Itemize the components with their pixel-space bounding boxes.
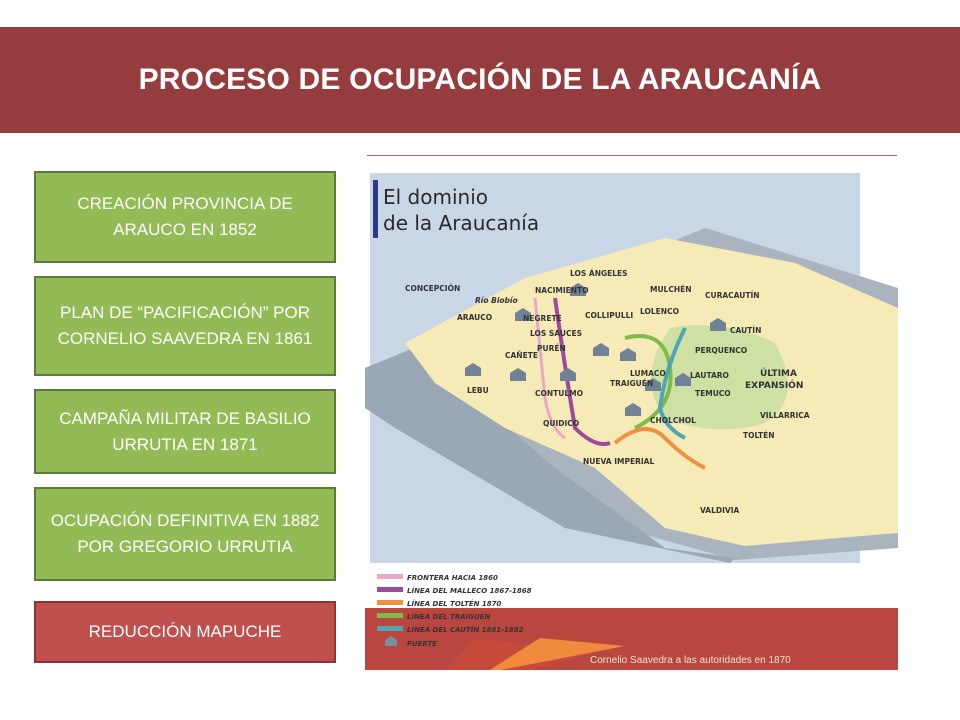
place-curacautin: CURACAUTÍN [705, 291, 760, 300]
step-plan-pacificacion-box[interactable]: PLAN DE “PACIFICACIÓN” POR CORNELIO SAAVEDRA EN 1861 [34, 276, 336, 376]
place-concepcion: CONCEPCIÓN [405, 284, 461, 293]
map-title-line1: El dominio [383, 185, 488, 209]
label-expansion: EXPANSIÓN [745, 381, 804, 391]
place-temuco: TEMUCO [695, 389, 731, 398]
label-ultima: ÚLTIMA [760, 369, 797, 379]
legend-linea-traiguen: LÍNEA DEL TRAIGUÉN [407, 613, 491, 621]
place-rio-biobio: Río Biobío [475, 296, 518, 305]
step-creacion-provincia-box[interactable]: CREACIÓN PROVINCIA DE ARAUCO EN 1852 [34, 171, 336, 263]
map-caption: Cornelio Saavedra a las autoridades en 1870 [590, 655, 791, 666]
legend-linea-malleco: LÍNEA DEL MALLECO 1867-1868 [407, 587, 532, 595]
place-negrete: NEGRETE [523, 314, 562, 323]
place-cautin: CAUTÍN [730, 326, 762, 335]
legend-frontera-1860: FRONTERA HACIA 1860 [407, 574, 498, 582]
place-traiguen: TRAIGUÉN [610, 379, 654, 388]
place-perquenco: PERQUENCO [695, 346, 748, 355]
place-arauco: ARAUCO [457, 313, 493, 322]
place-los-sauces: LOS SAUCES [530, 329, 582, 338]
place-villarrica: VILLARRICA [760, 411, 810, 420]
place-nacimiento: NACIMIENTO [535, 286, 589, 295]
map-title-line2: de la Araucanía [383, 211, 540, 235]
step-campana-militar-box[interactable]: CAMPAÑA MILITAR DE BASILIO URRUTIA EN 1871 [34, 389, 336, 474]
place-mulchen: MULCHÉN [650, 285, 692, 294]
place-los-angeles: LOS ÁNGELES [570, 269, 628, 278]
map-title-bar [373, 180, 378, 238]
place-contulmo: CONTULMO [535, 389, 583, 398]
slide-title: PROCESO DE OCUPACIÓN DE LA ARAUCANÍA [138, 63, 822, 96]
divider [367, 155, 897, 156]
place-collipulli: COLLIPULLI [585, 311, 634, 320]
place-cholchol: CHOLCHOL [650, 416, 696, 425]
legend-fuerte: FUERTE [407, 640, 437, 648]
step-ocupacion-definitiva-box[interactable]: OCUPACIÓN DEFINITIVA EN 1882 POR GREGORIO URRUTIA [34, 487, 336, 581]
place-lolenco: LOLENCO [640, 307, 679, 316]
place-lebu: LEBU [467, 386, 489, 395]
legend-linea-cautin: LÍNEA DEL CAUTÍN 1881-1882 [407, 626, 524, 634]
place-tolten: TOLTÉN [743, 431, 775, 440]
legend-linea-tolten: LÍNEA DEL TOLTÉN 1870 [407, 600, 502, 608]
place-valdivia: VALDIVIA [700, 506, 740, 515]
place-lautaro: LAUTARO [690, 371, 729, 380]
place-puren: PURÉN [537, 344, 566, 353]
place-nueva-imperial: NUEVA IMPERIAL [583, 457, 655, 466]
place-quidico: QUIDICO [543, 419, 580, 428]
araucania-map [365, 168, 898, 670]
place-canete: CAÑETE [505, 351, 538, 360]
step-reduccion-mapuche-box[interactable]: REDUCCIÓN MAPUCHE [34, 601, 336, 663]
place-lumaco: LUMACO [630, 369, 666, 378]
